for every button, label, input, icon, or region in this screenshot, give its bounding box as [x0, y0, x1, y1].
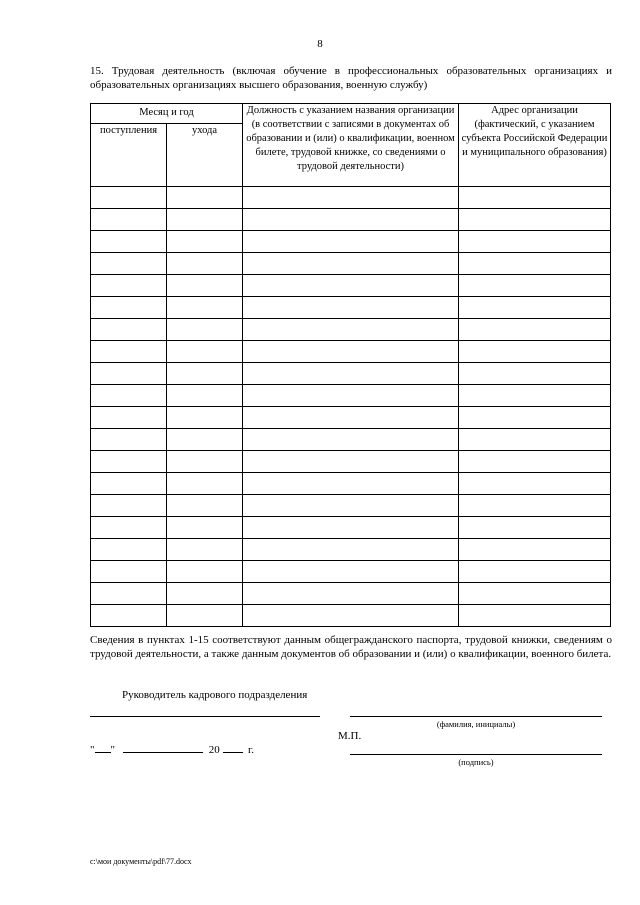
footer-file-path: c:\мои документы\pdf\77.docx	[90, 857, 192, 866]
name-line	[350, 716, 602, 717]
address-cell[interactable]	[459, 187, 611, 209]
position-cell[interactable]	[243, 297, 459, 319]
address-cell[interactable]	[459, 275, 611, 297]
entry-cell[interactable]	[91, 605, 167, 627]
exit-cell[interactable]	[167, 429, 243, 451]
date-quote-open: "	[90, 744, 95, 756]
exit-cell[interactable]	[167, 187, 243, 209]
address-cell[interactable]	[459, 341, 611, 363]
table-row	[91, 451, 611, 473]
exit-cell[interactable]	[167, 253, 243, 275]
position-cell[interactable]	[243, 187, 459, 209]
table-row	[91, 363, 611, 385]
table-row	[91, 429, 611, 451]
address-cell[interactable]	[459, 319, 611, 341]
exit-cell[interactable]	[167, 561, 243, 583]
entry-cell[interactable]	[91, 495, 167, 517]
statement-text: Сведения в пунктах 1-15 соответствуют данным общегражданского паспорта, трудовой книжки, сведениям о трудовой деятельности, а также данным документов об образовании и (или) о квалификации, военного билета.	[90, 634, 612, 660]
signature-line	[350, 754, 602, 755]
year-blank[interactable]	[223, 742, 243, 753]
exit-cell[interactable]	[167, 539, 243, 561]
signature-caption: (подпись)	[458, 757, 494, 767]
entry-cell[interactable]	[91, 583, 167, 605]
exit-cell[interactable]	[167, 495, 243, 517]
hr-head-label: Руководитель кадрового подразделения	[122, 689, 308, 701]
exit-cell[interactable]	[167, 341, 243, 363]
exit-cell[interactable]	[167, 209, 243, 231]
position-cell[interactable]	[243, 605, 459, 627]
exit-cell[interactable]	[167, 319, 243, 341]
table-row	[91, 341, 611, 363]
position-cell[interactable]	[243, 319, 459, 341]
address-cell[interactable]	[459, 231, 611, 253]
exit-cell[interactable]	[167, 407, 243, 429]
hr-head-line	[90, 716, 320, 717]
header-position: Должность с указанием названия организации (в соответствии с записями в документах об образовании и (или) о квалификации, военном билете, трудовой книжке, со сведениями о трудовой деятельности)	[243, 104, 459, 187]
entry-cell[interactable]	[91, 275, 167, 297]
address-cell[interactable]	[459, 253, 611, 275]
position-cell[interactable]	[243, 407, 459, 429]
position-cell[interactable]	[243, 429, 459, 451]
table-row	[91, 231, 611, 253]
table-body	[91, 187, 611, 627]
address-cell[interactable]	[459, 561, 611, 583]
address-cell[interactable]	[459, 407, 611, 429]
address-cell[interactable]	[459, 209, 611, 231]
address-cell[interactable]	[459, 297, 611, 319]
position-cell[interactable]	[243, 495, 459, 517]
table-row	[91, 539, 611, 561]
exit-cell[interactable]	[167, 275, 243, 297]
position-cell[interactable]	[243, 451, 459, 473]
position-cell[interactable]	[243, 231, 459, 253]
table-row	[91, 297, 611, 319]
year-suffix: г.	[248, 744, 255, 756]
exit-cell[interactable]	[167, 583, 243, 605]
exit-cell[interactable]	[167, 517, 243, 539]
address-cell[interactable]	[459, 473, 611, 495]
position-cell[interactable]	[243, 517, 459, 539]
position-cell[interactable]	[243, 583, 459, 605]
exit-cell[interactable]	[167, 473, 243, 495]
table-row	[91, 407, 611, 429]
exit-cell[interactable]	[167, 385, 243, 407]
table-row	[91, 187, 611, 209]
year-prefix: 20	[208, 744, 220, 756]
section-heading: 15. Трудовая деятельность (включая обучение в профессиональных образовательных организациях и образовательных организациях высшего образования, военную службу)	[90, 65, 612, 91]
entry-cell[interactable]	[91, 253, 167, 275]
position-cell[interactable]	[243, 253, 459, 275]
address-cell[interactable]	[459, 385, 611, 407]
table-row	[91, 275, 611, 297]
entry-cell[interactable]	[91, 209, 167, 231]
entry-cell[interactable]	[91, 297, 167, 319]
table-row	[91, 517, 611, 539]
position-cell[interactable]	[243, 561, 459, 583]
name-caption: (фамилия, инициалы)	[436, 719, 516, 729]
table-row	[91, 209, 611, 231]
table-row	[91, 319, 611, 341]
exit-cell[interactable]	[167, 363, 243, 385]
entry-cell[interactable]	[91, 429, 167, 451]
date-line	[90, 742, 254, 756]
table-row	[91, 583, 611, 605]
header-month-year: Месяц и год	[91, 104, 243, 124]
table-row	[91, 473, 611, 495]
stamp-label: М.П.	[338, 730, 362, 742]
address-cell[interactable]	[459, 517, 611, 539]
address-cell[interactable]	[459, 363, 611, 385]
entry-cell[interactable]	[91, 539, 167, 561]
entry-cell[interactable]	[91, 517, 167, 539]
address-cell[interactable]	[459, 495, 611, 517]
position-cell[interactable]	[243, 385, 459, 407]
date-quote-close: "	[110, 744, 115, 756]
entry-cell[interactable]	[91, 341, 167, 363]
exit-cell[interactable]	[167, 231, 243, 253]
header-address: Адрес организации (фактический, с указанием субъекта Российской Федерации и муниципального образования)	[459, 104, 611, 187]
entry-cell[interactable]	[91, 385, 167, 407]
table-row	[91, 253, 611, 275]
position-cell[interactable]	[243, 209, 459, 231]
month-blank[interactable]	[123, 742, 203, 753]
header-exit: ухода	[167, 124, 243, 187]
address-cell[interactable]	[459, 451, 611, 473]
day-blank[interactable]	[95, 742, 111, 753]
exit-cell[interactable]	[167, 451, 243, 473]
header-entry: поступления	[91, 124, 167, 187]
entry-cell[interactable]	[91, 407, 167, 429]
address-cell[interactable]	[459, 583, 611, 605]
page-number: 8	[317, 38, 323, 50]
exit-cell[interactable]	[167, 605, 243, 627]
position-cell[interactable]	[243, 473, 459, 495]
table-row	[91, 605, 611, 627]
table-row	[91, 495, 611, 517]
position-cell[interactable]	[243, 363, 459, 385]
position-cell[interactable]	[243, 275, 459, 297]
address-cell[interactable]	[459, 605, 611, 627]
entry-cell[interactable]	[91, 561, 167, 583]
entry-cell[interactable]	[91, 451, 167, 473]
exit-cell[interactable]	[167, 297, 243, 319]
address-cell[interactable]	[459, 429, 611, 451]
entry-cell[interactable]	[91, 319, 167, 341]
work-history-table	[90, 103, 611, 627]
entry-cell[interactable]	[91, 363, 167, 385]
address-cell[interactable]	[459, 539, 611, 561]
position-cell[interactable]	[243, 341, 459, 363]
entry-cell[interactable]	[91, 473, 167, 495]
entry-cell[interactable]	[91, 187, 167, 209]
table-row	[91, 385, 611, 407]
entry-cell[interactable]	[91, 231, 167, 253]
table-row	[91, 561, 611, 583]
position-cell[interactable]	[243, 539, 459, 561]
